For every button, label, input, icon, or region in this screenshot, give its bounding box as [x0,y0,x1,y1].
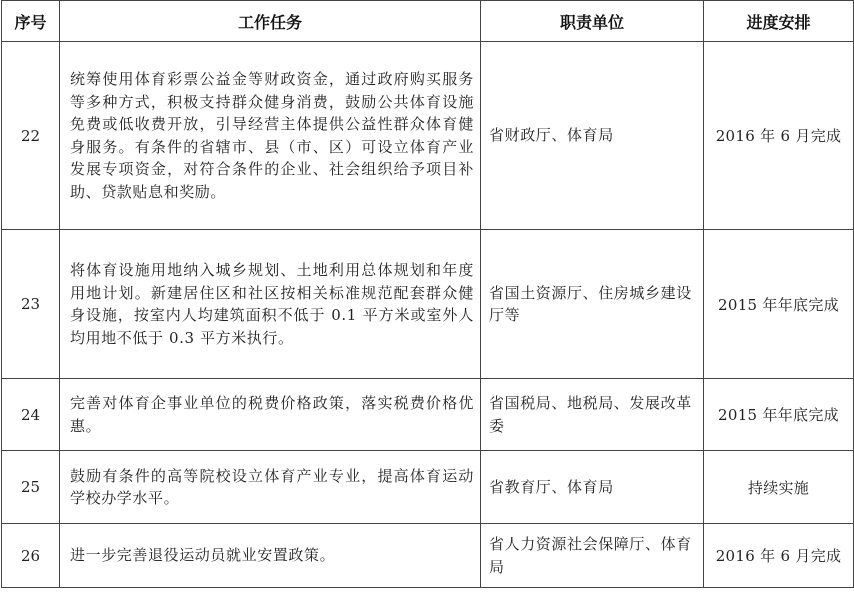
header-task: 工作任务 [60,1,481,42]
table-row [2,230,854,379]
row-schedule: 持续实施 [704,451,854,524]
header-unit: 职责单位 [481,1,704,42]
row-schedule: 2015 年年底完成 [704,230,854,379]
task-table [1,0,854,588]
row-num: 23 [2,230,60,379]
row-task: 将体育设施用地纳入城乡规划、土地利用总体规划和年度用地计划。新建居住区和社区按相关标准规范配套群众健身设施，按室内人均建筑面积不低于 0.1 平方米或室外人均用地不低于 0.3 平方米执行。 [60,230,481,379]
table-row [2,42,854,230]
header-schedule: 进度安排 [704,1,854,42]
row-schedule: 2016 年 6 月完成 [704,42,854,230]
table-row [2,451,854,524]
header-row [2,1,854,42]
row-unit: 省财政厅、体育局 [481,42,704,230]
row-num: 25 [2,451,60,524]
row-num: 24 [2,379,60,451]
row-num: 26 [2,524,60,588]
row-unit: 省国土资源厅、住房城乡建设厅等 [481,230,704,379]
row-schedule: 2015 年年底完成 [704,379,854,451]
table-row [2,524,854,588]
row-unit: 省国税局、地税局、发展改革委 [481,379,704,451]
row-unit: 省教育厅、体育局 [481,451,704,524]
row-unit: 省人力资源社会保障厅、体育局 [481,524,704,588]
table-row [2,379,854,451]
row-task: 统筹使用体育彩票公益金等财政资金，通过政府购买服务等多种方式，积极支持群众健身消费，鼓励公共体育设施免费或低收费开放，引导经营主体提供公益性群众体育健身服务。有条件的省辖市、县（市、区）可设立体育产业发展专项资金，对符合条件的企业、社会组织给予项目补助、贷款贴息和奖励。 [60,42,481,230]
row-task: 完善对体育企事业单位的税费价格政策，落实税费价格优惠。 [60,379,481,451]
row-num: 22 [2,42,60,230]
row-task: 进一步完善退役运动员就业安置政策。 [60,524,481,588]
row-task: 鼓励有条件的高等院校设立体育产业专业，提高体育运动学校办学水平。 [60,451,481,524]
header-num: 序号 [2,1,60,42]
row-schedule: 2016 年 6 月完成 [704,524,854,588]
